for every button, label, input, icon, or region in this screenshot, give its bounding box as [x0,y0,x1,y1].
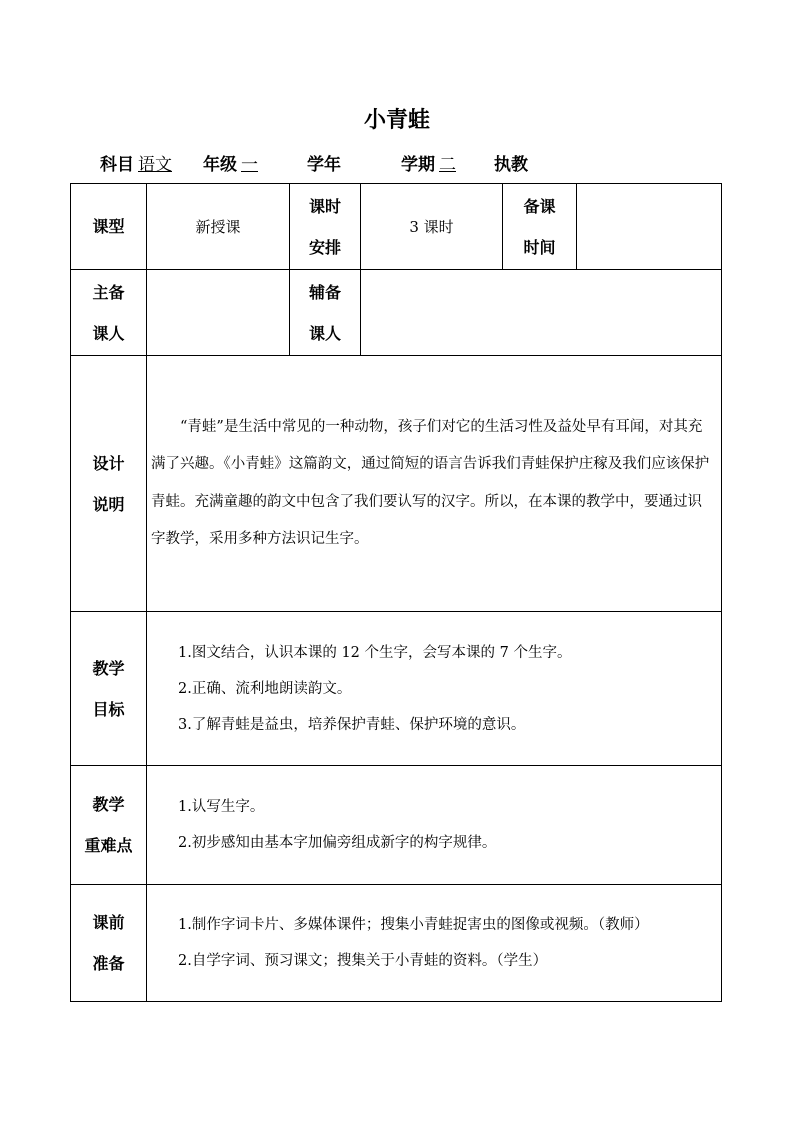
row-key-points [71,766,722,885]
key-points-list [147,766,722,885]
main-preparer-value [147,270,290,356]
prep-time-label: 备课 时间 [503,184,577,270]
term-label: 学期 [401,155,435,175]
document-title: 小青蛙 [363,108,430,133]
term-field [401,150,460,175]
grade-field [203,150,262,175]
key-point-item: 2.初步感知由基本字加偏旁组成新字的构字规律。 [178,835,497,851]
row-preparers [71,270,722,356]
goal-item: 2.正确、流利地朗读韵文。 [178,680,352,697]
grade-label: 年级 [203,155,237,175]
grade-value: 一 [241,155,258,175]
prep-time-value [577,184,722,270]
schedule-label: 课时 安排 [290,184,361,270]
preparation-item: 1.制作字词卡片、多媒体课件；搜集小青蛙捉害虫的图像或视频。（教师） [178,917,649,933]
year-label: 学年 [307,155,341,175]
assist-preparer-label: 辅备 课人 [290,270,361,356]
preparation-label: 课前 准备 [71,885,147,1002]
row-preparation [71,885,722,1002]
design-text: “青蛙”是生活中常见的一种动物，孩子们对它的生活习性及益处早有耳闻，对其充满了兴趣。《小青蛙》这篇韵文，通过简短的语言告诉我们青蛙保护庄稼及我们应该保护青蛙。充满童趣的韵文中包含了我们要认写的汉字。所以，在本课的教学中，要通过识字教学，采用多种方法识记生字。 [151,418,710,547]
term-value: 二 [439,155,456,175]
subject-value: 语文 [138,155,172,175]
preparation-item: 2.自学字词、预习课文；搜集关于小青蛙的资料。（学生） [178,953,548,969]
goals-list [147,612,722,766]
row-goals [71,612,722,766]
lesson-plan-table [70,183,722,1002]
goal-item: 3.了解青蛙是益虫，培养保护青蛙、保护环境的意识。 [178,716,526,733]
subject-label: 科目 [100,155,134,175]
goals-label: 教学 目标 [71,612,147,766]
lesson-type-label: 课型 [71,184,147,270]
assist-preparer-value [361,270,722,356]
subject-field [100,150,176,175]
row-design [71,356,722,612]
schedule-value: 3 课时 [361,184,503,270]
key-points-label: 教学 重难点 [71,766,147,885]
teacher-label: 执教 [494,155,528,175]
row-lesson-type [71,184,722,270]
design-label: 设计 说明 [71,356,147,612]
design-text-cell [147,356,722,612]
goal-item: 1.图文结合，认识本课的 12 个生字，会写本课的 7 个生字。 [178,644,572,661]
lesson-type-value: 新授课 [147,184,290,270]
main-preparer-label: 主备 课人 [71,270,147,356]
preparation-list [147,885,722,1002]
key-point-item: 1.认写生字。 [178,799,265,815]
